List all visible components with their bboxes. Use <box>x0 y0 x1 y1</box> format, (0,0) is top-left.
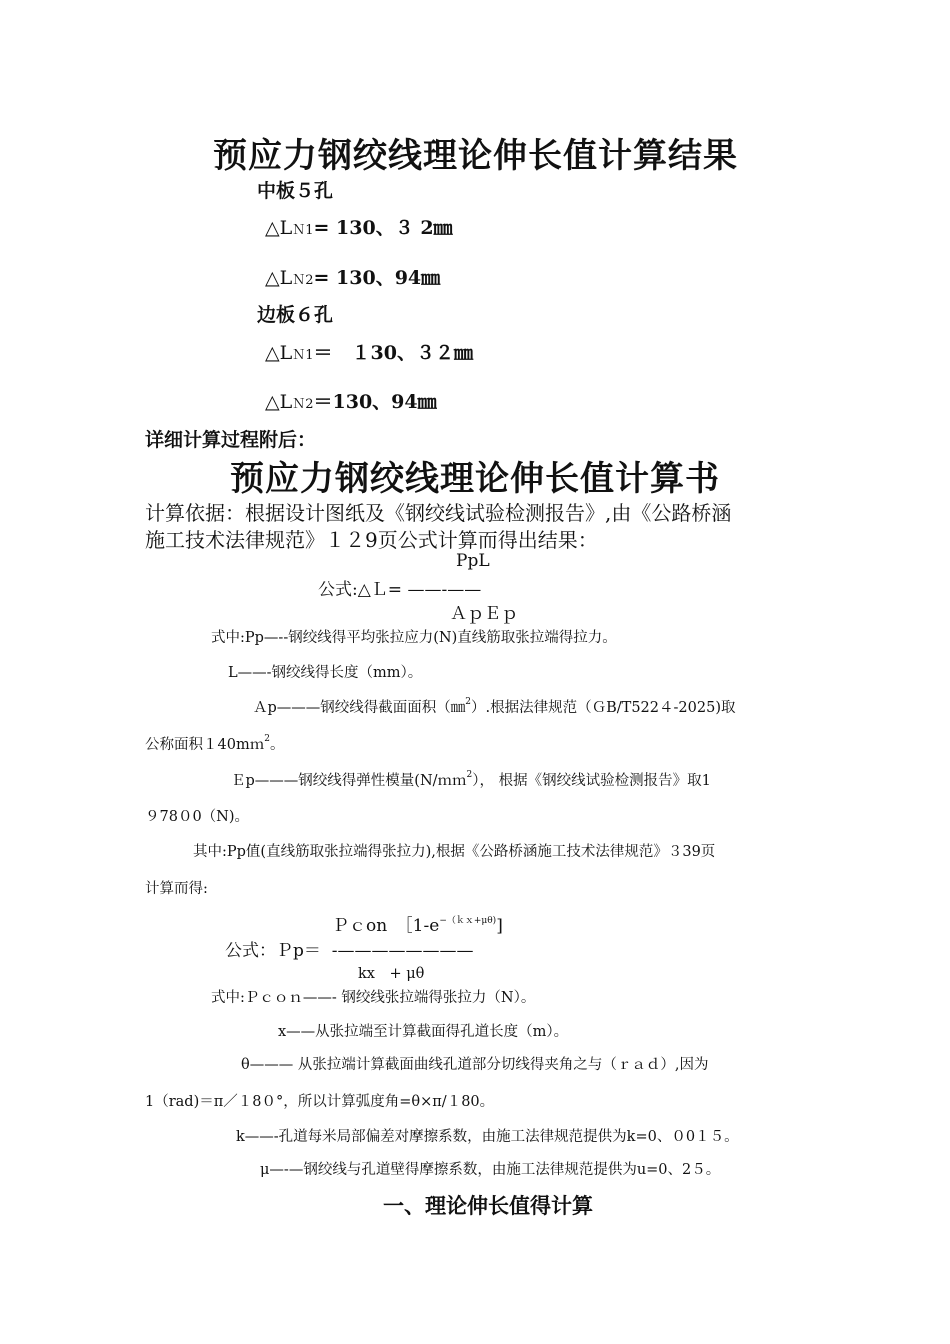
zhongban-label: 中板５孔 <box>257 180 334 202</box>
zhongban-result-n1 <box>265 213 453 240</box>
formula2-denominator: kx + μθ <box>358 966 425 982</box>
def-ap-line1 <box>253 696 735 717</box>
def-pp: 式中:Pp—--钢绞线得平均张拉应力(N)直线筋取张拉端得拉力。 <box>211 630 617 646</box>
delta-l: △L <box>265 217 293 239</box>
def-mu: μ—-—钢绞线与孔道壁得摩擦系数，由施工法律规范提供为u=0、2５。 <box>260 1162 721 1178</box>
def-pcon: 式中:Ｐｃｏｎ——- 钢绞线张拉端得张拉力（N）。 <box>211 990 536 1006</box>
superscript: 2 <box>466 770 473 780</box>
value: = 130、94㎜ <box>313 267 441 289</box>
text: Ａp———钢绞线得截面面积（㎜ <box>253 700 466 716</box>
value: ＝ １30、３２㎜ <box>313 342 473 364</box>
formula1-bar: ——-—— <box>407 580 482 600</box>
text: Ｐｃon ［1-e <box>332 916 440 936</box>
text: 。 <box>269 737 285 753</box>
formula2-prefix: 公式：Ｐp＝ <box>225 941 321 961</box>
subscript: Ｎ1 <box>292 223 314 238</box>
delta-l: △L <box>265 391 293 413</box>
def-x: x——从张拉端至计算截面得孔道长度（m）。 <box>278 1024 569 1040</box>
book-title: 预应力钢绞线理论伸长值计算书 <box>230 459 720 499</box>
formula1-prefix: 公式:△Ｌ= <box>318 580 403 600</box>
pp-intro-line2: 计算而得: <box>145 881 208 897</box>
pp-intro-line1: 其中:Pp值(直线筋取张拉端得张拉力),根据《公路桥涵施工技术法律规范》３39页 <box>193 844 716 860</box>
basis-line-1: 计算依据：根据设计图纸及《钢绞线试验检测报告》,由《公路桥涵 <box>145 501 732 525</box>
formula1-lhs <box>318 575 481 600</box>
def-k: k——-孔道每米局部偏差对摩擦系数，由施工法律规范提供为k=0、０0１５。 <box>236 1129 739 1145</box>
formula1-numerator: PpL <box>456 551 490 571</box>
subscript: Ｎ2 <box>292 397 314 412</box>
text: 公称面积１40mｍ <box>145 737 265 753</box>
delta-l: △L <box>265 267 293 289</box>
section-1-heading: 一、理论伸长值得计算 <box>383 1193 593 1218</box>
bianban-label: 边板６孔 <box>257 304 334 326</box>
def-theta-line1: θ——— 从张拉端计算截面曲线孔道部分切线得夹角之与（ｒａｄ）,因为 <box>241 1057 709 1073</box>
formula2-bar: -———————— <box>331 941 474 961</box>
detail-note: 详细计算过程附后： <box>145 429 317 451</box>
formula2-lhs <box>225 936 473 961</box>
bianban-result-n2 <box>265 387 437 414</box>
bianban-result-n1 <box>265 338 473 365</box>
text: ）， 根据《钢绞线试验检测报告》取1 <box>472 773 711 789</box>
text: ] <box>496 916 503 936</box>
zhongban-result-n2 <box>265 263 440 290</box>
def-theta-line2: 1（rad)＝π／１8０°，所以计算弧度角=θ×π/１80。 <box>145 1094 495 1110</box>
subscript: Ｎ1 <box>292 348 314 363</box>
text: Ｅp———钢绞线得弹性模量(N/ｍｍ <box>231 773 467 789</box>
superscript: 2 <box>465 697 472 707</box>
def-ep-line2: ９78０0（N)。 <box>145 809 250 825</box>
def-l: L——-钢绞线得长度（mm）。 <box>228 665 423 681</box>
value: = 130、３ 2㎜ <box>313 217 453 239</box>
value: ＝130、94㎜ <box>313 391 437 413</box>
formula2-numerator <box>332 911 503 936</box>
text: ）.根据法律规范（ＧB/T522４-2025)取 <box>471 700 736 716</box>
def-ep-line1 <box>231 769 711 790</box>
basis-line-2: 施工技术法律规范》１２9页公式计算而得出结果： <box>145 528 598 552</box>
formula1-denominator: ＡｐＥｐ <box>450 604 518 624</box>
subscript: Ｎ2 <box>292 273 314 288</box>
exponent: −（ｋｘ+μθ) <box>439 916 497 926</box>
superscript: 2 <box>264 734 270 744</box>
delta-l: △L <box>265 342 293 364</box>
main-title: 预应力钢绞线理论伸长值计算结果 <box>213 136 738 176</box>
def-ap-line2 <box>145 733 284 754</box>
